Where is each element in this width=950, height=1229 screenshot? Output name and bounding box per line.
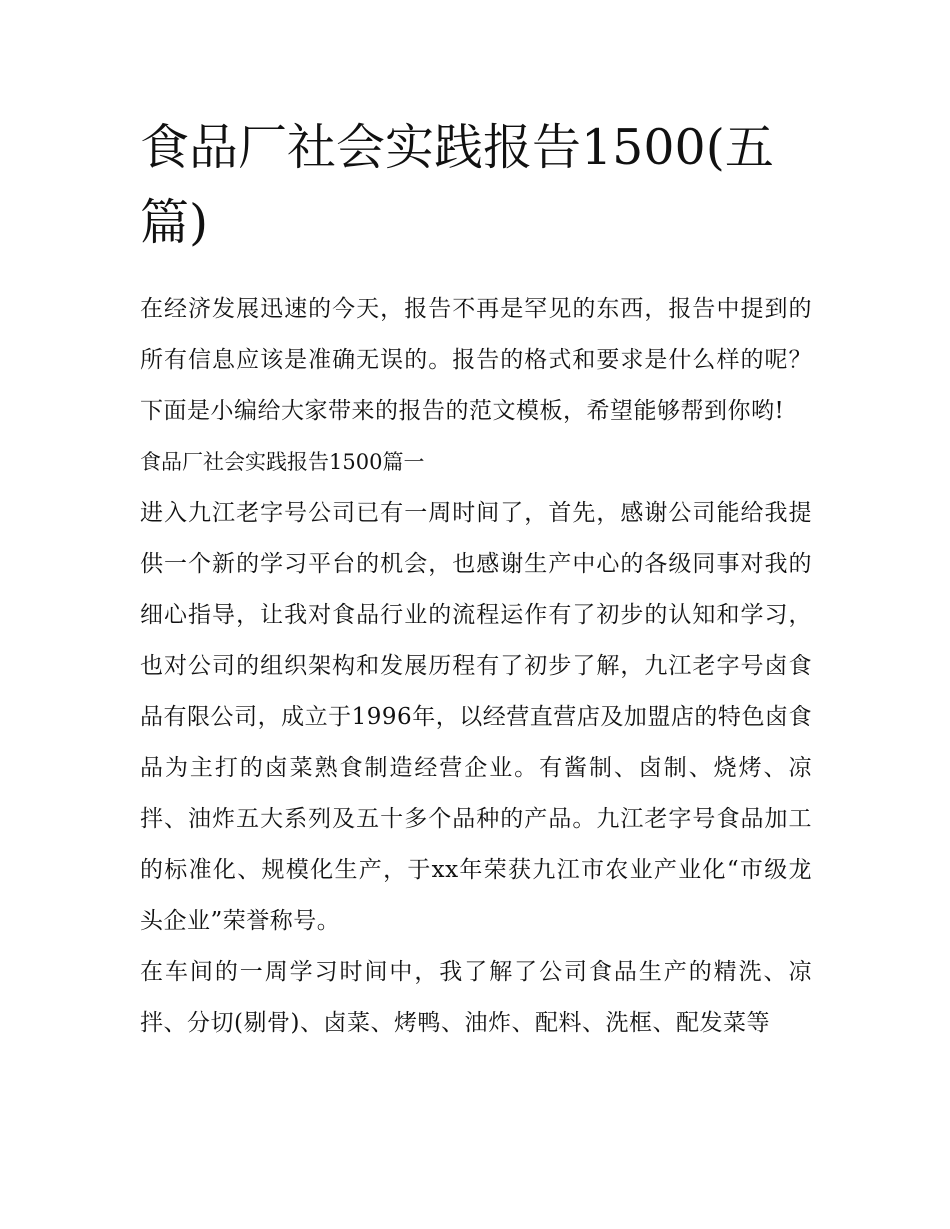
- section-heading: 食品厂社会实践报告1500篇一: [140, 450, 425, 474]
- document-page: [140, 110, 812, 1049]
- body-paragraph-1: 进入九江老字号公司已有一周时间了，首先，感谢公司能给我提供一个新的学习平台的机会，也感谢生产中心的各级同事对我的细心指导，让我对食品行业的流程运作有了初步的认知和学习，也对公司的组织架构和发展历程有了初步了解，九江老字号卤食品有限公司，成立于1996年，以经营直营店及加盟店的特色卤食品为主打的卤菜熟食制造经营企业。有酱制、卤制、烧烤、凉拌、油炸五大系列及五十多个品种的产品。九江老字号食品加工的标准化、规模化生产，于xx年荣获九江市农业产业化“市级龙头企业”荣誉称号。: [140, 500, 812, 934]
- document-title: 食品厂社会实践报告1500(五篇): [140, 119, 774, 251]
- intro-paragraph: 在经济发展迅速的今天，报告不再是罕见的东西，报告中提到的所有信息应该是准确无误的。报告的格式和要求是什么样的呢？下面是小编给大家带来的报告的范文模板，希望能够帮到你哟!: [140, 296, 812, 424]
- body-paragraph-2: 在车间的一周学习时间中，我了解了公司食品生产的精洗、凉拌、分切(剔骨)、卤菜、烤鸭、油炸、配料、洗框、配发菜等: [140, 959, 812, 1036]
